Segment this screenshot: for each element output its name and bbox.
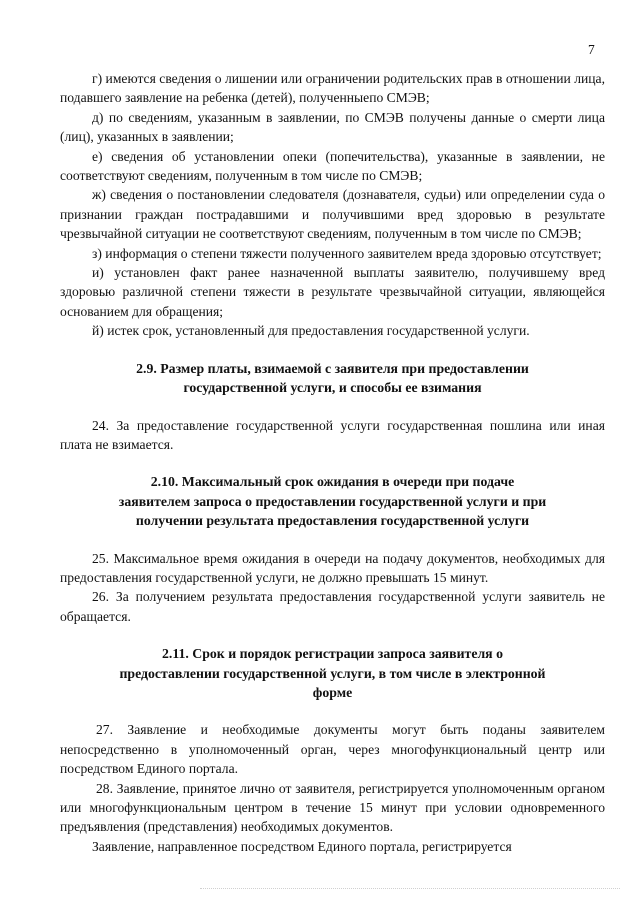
paragraph-28: 28. Заявление, принятое лично от заявителя, регистрируется уполномоченным органом или многофункциональным центром в течение 15 минут при условии одновременного предъявления (представления) необходимых документов. bbox=[60, 780, 605, 835]
section-2-11-title-line2: предоставлении государственной услуги, в том числе в электронной bbox=[119, 665, 546, 681]
section-2-9-title-line2: государственной услуги, и способы ее взимания bbox=[183, 380, 482, 396]
item-g: г) имеются сведения о лишении или ограничении родительских прав в отношении лица, подавшего заявление на ребенка (детей), полученныепо СМЭВ; bbox=[60, 71, 605, 106]
section-2-9-title bbox=[60, 359, 605, 398]
section-2-10-title-line3: получении результата предоставления государственной услуги bbox=[135, 513, 530, 529]
paragraph-27: 27. Заявление и необходимые документы могут быть поданы заявителем непосредственно в уполномоченный орган, через многофункциональный центр или посредством Единого портала. bbox=[60, 722, 605, 777]
paragraph-last: Заявление, направленное посредством Единого портала, регистрируется bbox=[92, 838, 512, 854]
paragraph-25: 25. Максимальное время ожидания в очереди на подачу документов, необходимых для предоставления государственной услуги, не должно превышать 15 минут. bbox=[60, 550, 605, 585]
paragraph-26: 26. За получением результата предоставления государственной услуги заявитель не обращается. bbox=[60, 589, 605, 624]
scan-artifact-line bbox=[200, 888, 620, 891]
section-2-11-title-line3: форме bbox=[312, 684, 353, 700]
section-2-10-title-line2: заявителем запроса о предоставлении государственной услуги и при bbox=[118, 493, 547, 509]
section-2-10-title-line1: 2.10. Максимальный срок ожидания в очереди при подаче bbox=[150, 474, 515, 490]
item-i: и) установлен факт ранее назначенной выплаты заявителю, получившему вред здоровью различной степени тяжести в результате чрезвычайной ситуации, являющейся основанием для обращения; bbox=[60, 265, 605, 319]
section-2-11-title-line1: 2.11. Срок и порядок регистрации запроса заявителя о bbox=[161, 646, 503, 662]
page-content bbox=[60, 69, 605, 856]
item-zh: ж) сведения о постановлении следователя (дознавателя, судьи) или определении суда о признании граждан пострадавшими и получившими вред здоровью в результате чрезвычайной ситуации не соответствуют сведениям, полученным в том числе по СМЭВ; bbox=[60, 187, 605, 242]
section-2-10-title bbox=[60, 472, 605, 530]
item-z: з) информация о степени тяжести полученного заявителем вреда здоровью отсутствует; bbox=[92, 245, 602, 261]
page-number: 7 bbox=[588, 42, 595, 57]
section-2-9-title-line1: 2.9. Размер платы, взимаемой с заявителя при предоставлении bbox=[136, 360, 529, 376]
item-d: д) по сведениям, указанным в заявлении, по СМЭВ получены данные о смерти лица (лиц), указанных в заявлении; bbox=[60, 109, 605, 145]
paragraph-24: 24. За предоставление государственной услуги государственная пошлина или иная плата не взимается. bbox=[60, 417, 605, 452]
item-e: е) сведения об установлении опеки (попечительства), указанные в заявлении, не соответствуют сведениям, полученным в том числе по СМЭВ; bbox=[60, 148, 605, 184]
item-y: й) истек срок, установленный для предоставления государственной услуги. bbox=[92, 323, 530, 339]
section-2-11-title bbox=[60, 644, 605, 702]
